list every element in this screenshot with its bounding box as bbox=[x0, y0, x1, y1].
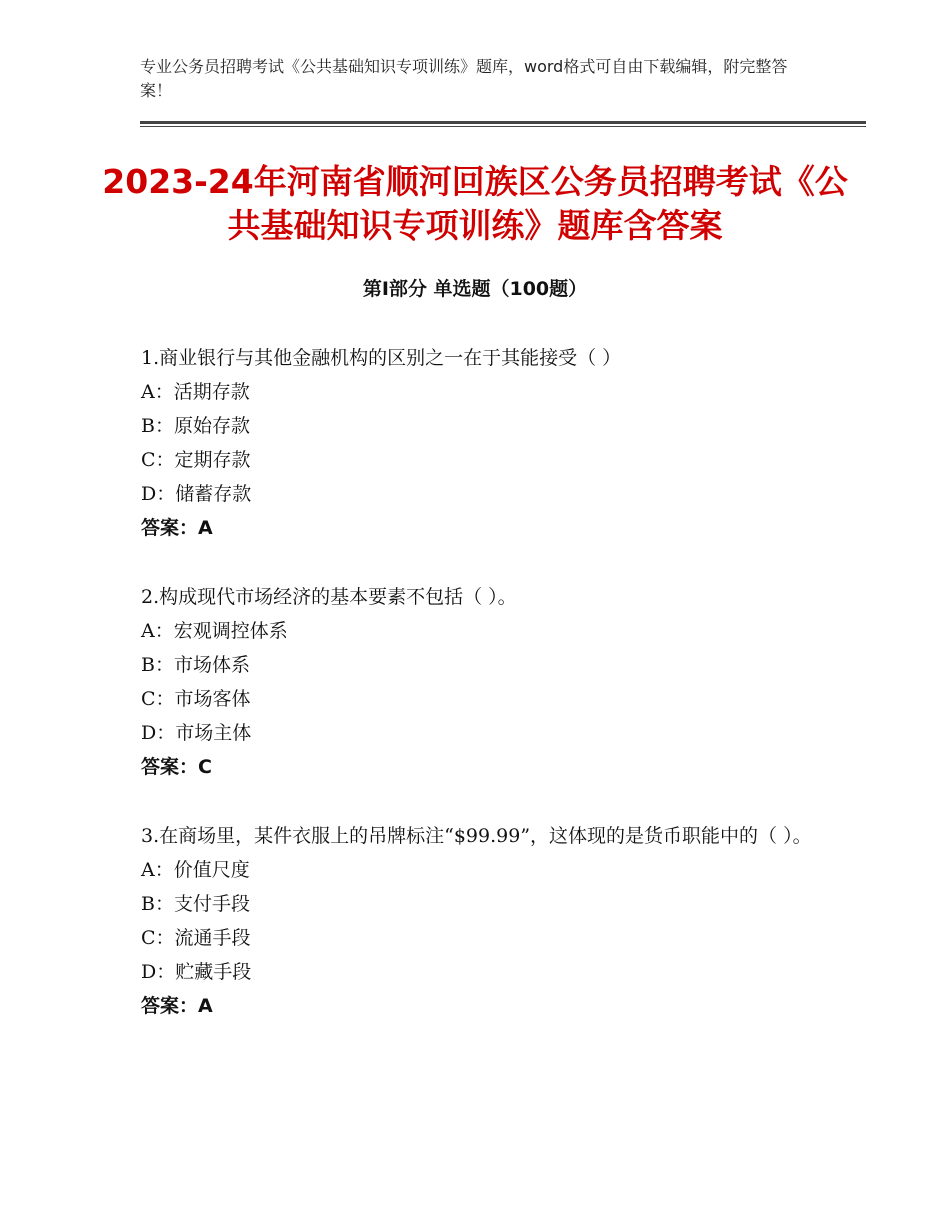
header-divider-thin bbox=[140, 126, 866, 127]
section-title: 第Ⅰ部分 单选题（100题） bbox=[362, 278, 588, 300]
option-b: B：原始存款 bbox=[141, 415, 250, 437]
answer: 答案：A bbox=[141, 995, 213, 1017]
header-note: 专业公务员招聘考试《公共基础知识专项训练》题库，word格式可自由下载编辑，附完整答案！ bbox=[140, 57, 788, 100]
question-stem: 3.在商场里，某件衣服上的吊牌标注“$99.99”，这体现的是货币职能中的（ ）。 bbox=[141, 825, 812, 847]
header-divider-thick bbox=[140, 121, 866, 124]
option-c: C：定期存款 bbox=[141, 449, 251, 471]
answer: 答案：C bbox=[141, 756, 212, 778]
option-a: A：价值尺度 bbox=[141, 859, 250, 881]
option-d: D：市场主体 bbox=[141, 722, 252, 744]
question-2 bbox=[141, 580, 821, 784]
option-d: D：贮藏手段 bbox=[141, 961, 252, 983]
answer: 答案：A bbox=[141, 517, 213, 539]
option-b: B：市场体系 bbox=[141, 654, 250, 676]
question-1 bbox=[141, 341, 821, 545]
question-stem: 2.构成现代市场经济的基本要素不包括（ ）。 bbox=[141, 586, 517, 608]
question-3 bbox=[141, 819, 821, 1023]
option-a: A：宏观调控体系 bbox=[141, 620, 288, 642]
option-a: A：活期存款 bbox=[141, 381, 250, 403]
option-d: D：储蓄存款 bbox=[141, 483, 252, 505]
document-title: 2023-24年河南省顺河回族区公务员招聘考试《公共基础知识专项训练》题库含答案 bbox=[102, 162, 848, 245]
option-b: B：支付手段 bbox=[141, 893, 250, 915]
question-stem: 1.商业银行与其他金融机构的区别之一在于其能接受（ ） bbox=[141, 347, 622, 369]
option-c: C：市场客体 bbox=[141, 688, 251, 710]
option-c: C：流通手段 bbox=[141, 927, 251, 949]
